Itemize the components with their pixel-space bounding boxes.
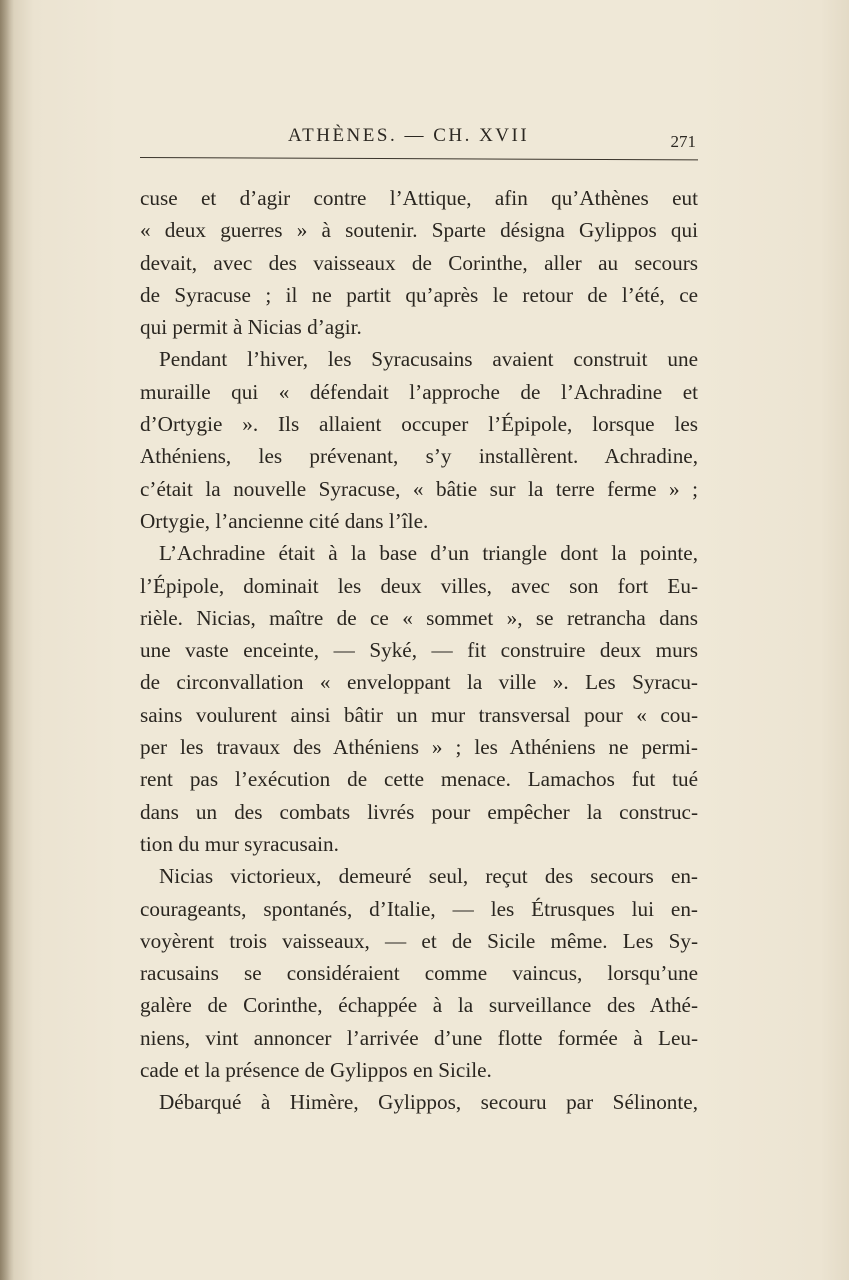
text-line: galère de Corinthe, échappée à la surveillance des Athé- (140, 993, 698, 1018)
text-line: racusains se considéraient comme vaincus, lorsqu’une (140, 961, 698, 986)
text-line: per les travaux des Athéniens » ; les Athéniens ne permi- (140, 735, 698, 760)
text-line: c’était la nouvelle Syracuse, « bâtie sur la terre ferme » ; (140, 476, 698, 501)
text-line: Débarqué à Himère, Gylippos, secouru par Sélinonte, (159, 1090, 698, 1115)
page-gutter-shadow (0, 0, 14, 1280)
text-line: devait, avec des vaisseaux de Corinthe, aller au secours (140, 250, 698, 275)
text-line: Ortygie, l’ancienne cité dans l’île. (140, 508, 429, 533)
text-line: « deux guerres » à soutenir. Sparte désigna Gylippos qui (140, 218, 698, 243)
text-line: sains voulurent ainsi bâtir un mur transversal pour « cou- (140, 702, 698, 727)
text-line: une vaste enceinte, — Syké, — fit construire deux murs (140, 638, 698, 663)
text-line: de Syracuse ; il ne partit qu’après le retour de l’été, ce (140, 282, 698, 307)
text-line: L’Achradine était à la base d’un triangle dont la pointe, (159, 541, 698, 566)
text-line: d’Ortygie ». Ils allaient occuper l’Épipole, lorsque les (140, 412, 698, 437)
text-line: dans un des combats livrés pour empêcher la construc- (140, 799, 698, 824)
text-line: courageants, spontanés, d’Italie, — les Étrusques lui en- (140, 896, 698, 921)
text-line: muraille qui « défendait l’approche de l’Achradine et (140, 379, 698, 404)
text-line: cade et la présence de Gylippos en Sicile. (140, 1058, 492, 1083)
text-line: voyèrent trois vaisseaux, — et de Sicile même. Les Sy- (140, 928, 698, 953)
running-title: ATHÈNES. — CH. XVII (288, 125, 530, 146)
text-line: de circonvallation « enveloppant la ville ». Les Syracu- (140, 670, 698, 695)
text-line: tion du mur syracusain. (140, 831, 339, 856)
text-line: Nicias victorieux, demeuré seul, reçut des secours en- (159, 864, 698, 889)
text-line: qui permit à Nicias d’agir. (140, 315, 362, 340)
text-line: l’Épipole, dominait les deux villes, avec son fort Eu- (140, 573, 698, 598)
page-header (140, 120, 700, 160)
body-text (140, 182, 698, 1119)
text-line: niens, vint annoncer l’arrivée d’une flotte formée à Leu- (140, 1025, 698, 1050)
page-number: 271 (670, 132, 696, 151)
text-line: cuse et d’agir contre l’Attique, afin qu’Athènes eut (140, 186, 698, 210)
text-line: rent pas l’exécution de cette menace. Lamachos fut tué (140, 767, 698, 792)
text-line: Athéniens, les prévenant, s’y installèrent. Achradine, (140, 444, 698, 469)
text-line: rièle. Nicias, maître de ce « sommet », se retrancha dans (140, 605, 698, 630)
text-line: Pendant l’hiver, les Syracusains avaient construit une (159, 347, 698, 372)
